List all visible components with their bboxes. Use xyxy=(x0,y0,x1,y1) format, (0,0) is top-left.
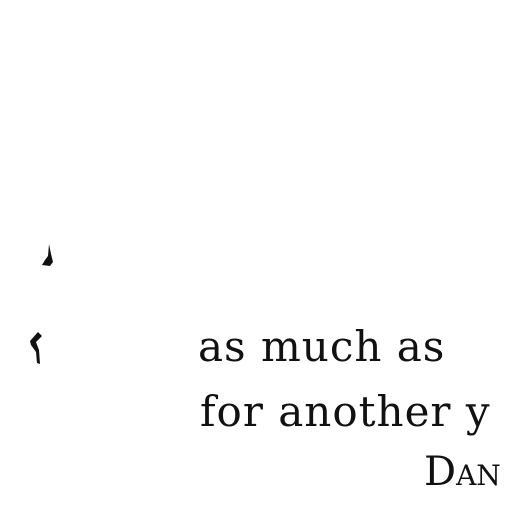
ink-speck-mark xyxy=(28,330,46,364)
text-line-2: for another y xyxy=(200,387,491,436)
ink-speck-mark xyxy=(40,244,54,268)
text-line-1: as much as xyxy=(198,322,446,371)
signature-line: Dan xyxy=(424,449,501,495)
